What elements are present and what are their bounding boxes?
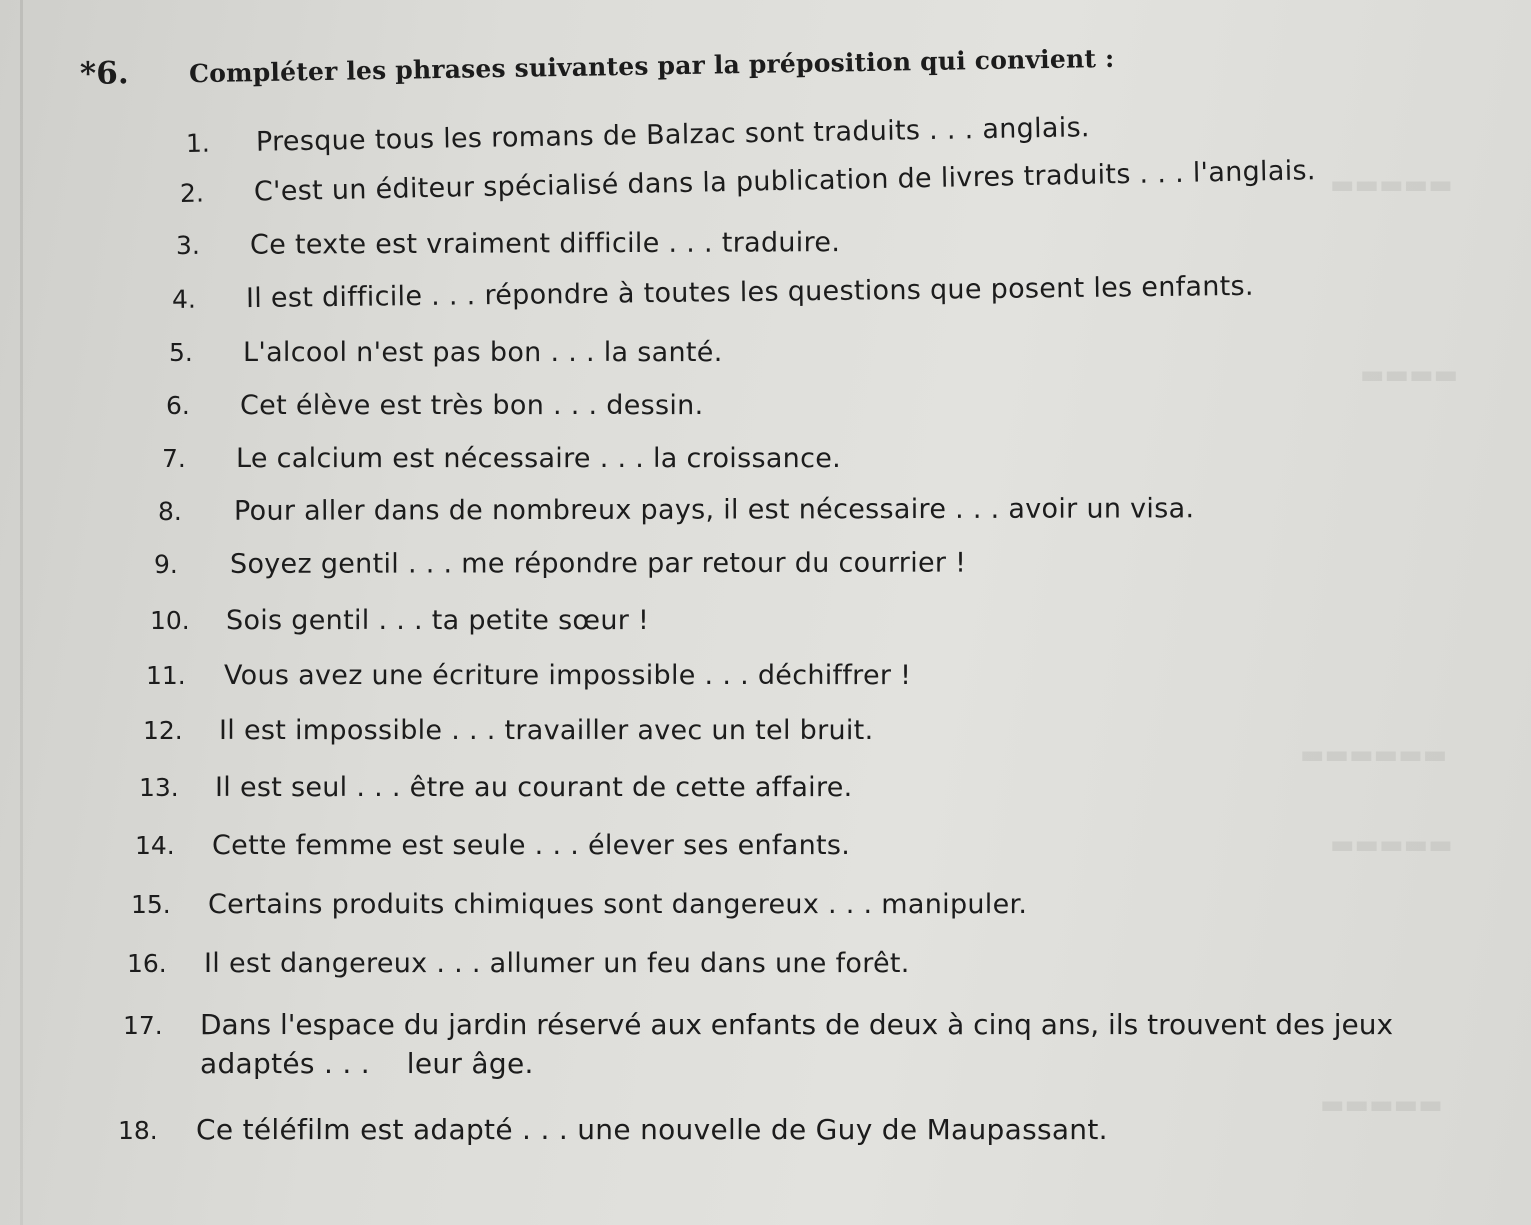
- sentence-number: 1.: [185, 128, 211, 158]
- sentence-number: 9.: [153, 549, 178, 579]
- bleed-through-mark: ▬▬▬▬▬: [1330, 170, 1453, 200]
- sentence-10: [150, 605, 649, 636]
- sentence-6: [166, 390, 703, 421]
- sentence-number: 16.: [127, 949, 167, 978]
- sentence-4: [172, 271, 1254, 315]
- sentence-text: Le calcium est nécessaire . . . la croissance.: [236, 443, 842, 474]
- sentence-text: Presque tous les romans de Balzac sont traduits . . . anglais.: [255, 112, 1091, 158]
- sentence-14: [135, 830, 850, 861]
- sentence-number: 3.: [175, 230, 200, 260]
- bleed-through-mark: ▬▬▬▬: [1360, 360, 1459, 390]
- sentence-16: [127, 948, 910, 979]
- sentence-text: Pour aller dans de nombreux pays, il est nécessaire . . . avoir un visa.: [233, 493, 1195, 527]
- sentence-7: [162, 443, 841, 474]
- sentence-number: 8.: [157, 496, 182, 526]
- sentence-13: [139, 772, 853, 803]
- exercise-heading: [80, 37, 1200, 92]
- sentence-5: [169, 337, 723, 368]
- sentence-text: Ce téléfilm est adapté . . . une nouvelle de Guy de Maupassant.: [196, 1113, 1108, 1146]
- sentence-text: Sois gentil . . . ta petite sœur !: [226, 605, 650, 636]
- sentence-1: [186, 112, 1090, 159]
- sentence-text-continued: adaptés . . . leur âge.: [200, 1047, 534, 1080]
- sentence-text: C'est un éditeur spécialisé dans la publication de livres traduits . . . l'anglais.: [253, 155, 1317, 208]
- sentence-text: Certains produits chimiques sont dangereux . . . manipuler.: [208, 889, 1028, 920]
- sentence-text: L'alcool n'est pas bon . . . la santé.: [243, 337, 723, 368]
- sentence-text: Il est difficile . . . répondre à toutes les questions que posent les enfants.: [245, 270, 1255, 315]
- sentence-number: 17.: [123, 1011, 163, 1040]
- bleed-through-mark: ▬▬▬▬▬▬: [1300, 740, 1448, 770]
- sentence-number: 11.: [146, 661, 186, 690]
- sentence-text: Il est seul . . . être au courant de cette affaire.: [215, 772, 853, 803]
- sentence-text: Dans l'espace du jardin réservé aux enfants de deux à cinq ans, ils trouvent des jeux: [200, 1008, 1394, 1041]
- sentence-12: [143, 715, 873, 746]
- sentence-number: 7.: [162, 444, 186, 473]
- sentence-17: [123, 1008, 1393, 1080]
- sentence-text: Soyez gentil . . . me répondre par retour du courrier !: [229, 547, 967, 580]
- sentence-text: Il est impossible . . . travailler avec un tel bruit.: [219, 715, 874, 746]
- sentence-text: Ce texte est vraiment difficile . . . traduire.: [249, 227, 841, 261]
- bleed-through-mark: ▬▬▬▬▬: [1330, 830, 1453, 860]
- sentence-15: [131, 889, 1027, 920]
- sentence-number: 15.: [131, 890, 171, 919]
- exercise-instruction: Compléter les phrases suivantes par la préposition qui convient :: [188, 43, 1115, 89]
- exercise-number: *6.: [79, 55, 129, 92]
- sentence-number: 4.: [171, 284, 197, 314]
- sentence-text: Cet élève est très bon . . . dessin.: [240, 390, 704, 421]
- sentence-text: Il est dangereux . . . allumer un feu dans une forêt.: [204, 948, 910, 979]
- sentence-2: [180, 155, 1316, 209]
- sentence-18: [118, 1113, 1108, 1146]
- sentence-number: 13.: [139, 773, 179, 802]
- sentence-3: [176, 227, 840, 261]
- sentence-11: [146, 660, 911, 691]
- sentence-number: 6.: [166, 391, 190, 420]
- sentence-9: [154, 548, 966, 580]
- sentence-number: 5.: [169, 338, 193, 367]
- sentence-text: Cette femme est seule . . . élever ses enfants.: [212, 830, 851, 861]
- sentence-number: 10.: [150, 606, 190, 635]
- bleed-through-mark: ▬▬▬▬▬: [1320, 1090, 1443, 1120]
- page-margin-line: [20, 0, 23, 1225]
- sentence-number: 12.: [143, 716, 183, 745]
- sentence-text: Vous avez une écriture impossible . . . déchiffrer !: [224, 660, 912, 691]
- sentence-number: 18.: [118, 1116, 158, 1145]
- sentence-8: [158, 493, 1194, 527]
- sentence-number: 2.: [179, 178, 205, 208]
- sentence-number: 14.: [135, 831, 175, 860]
